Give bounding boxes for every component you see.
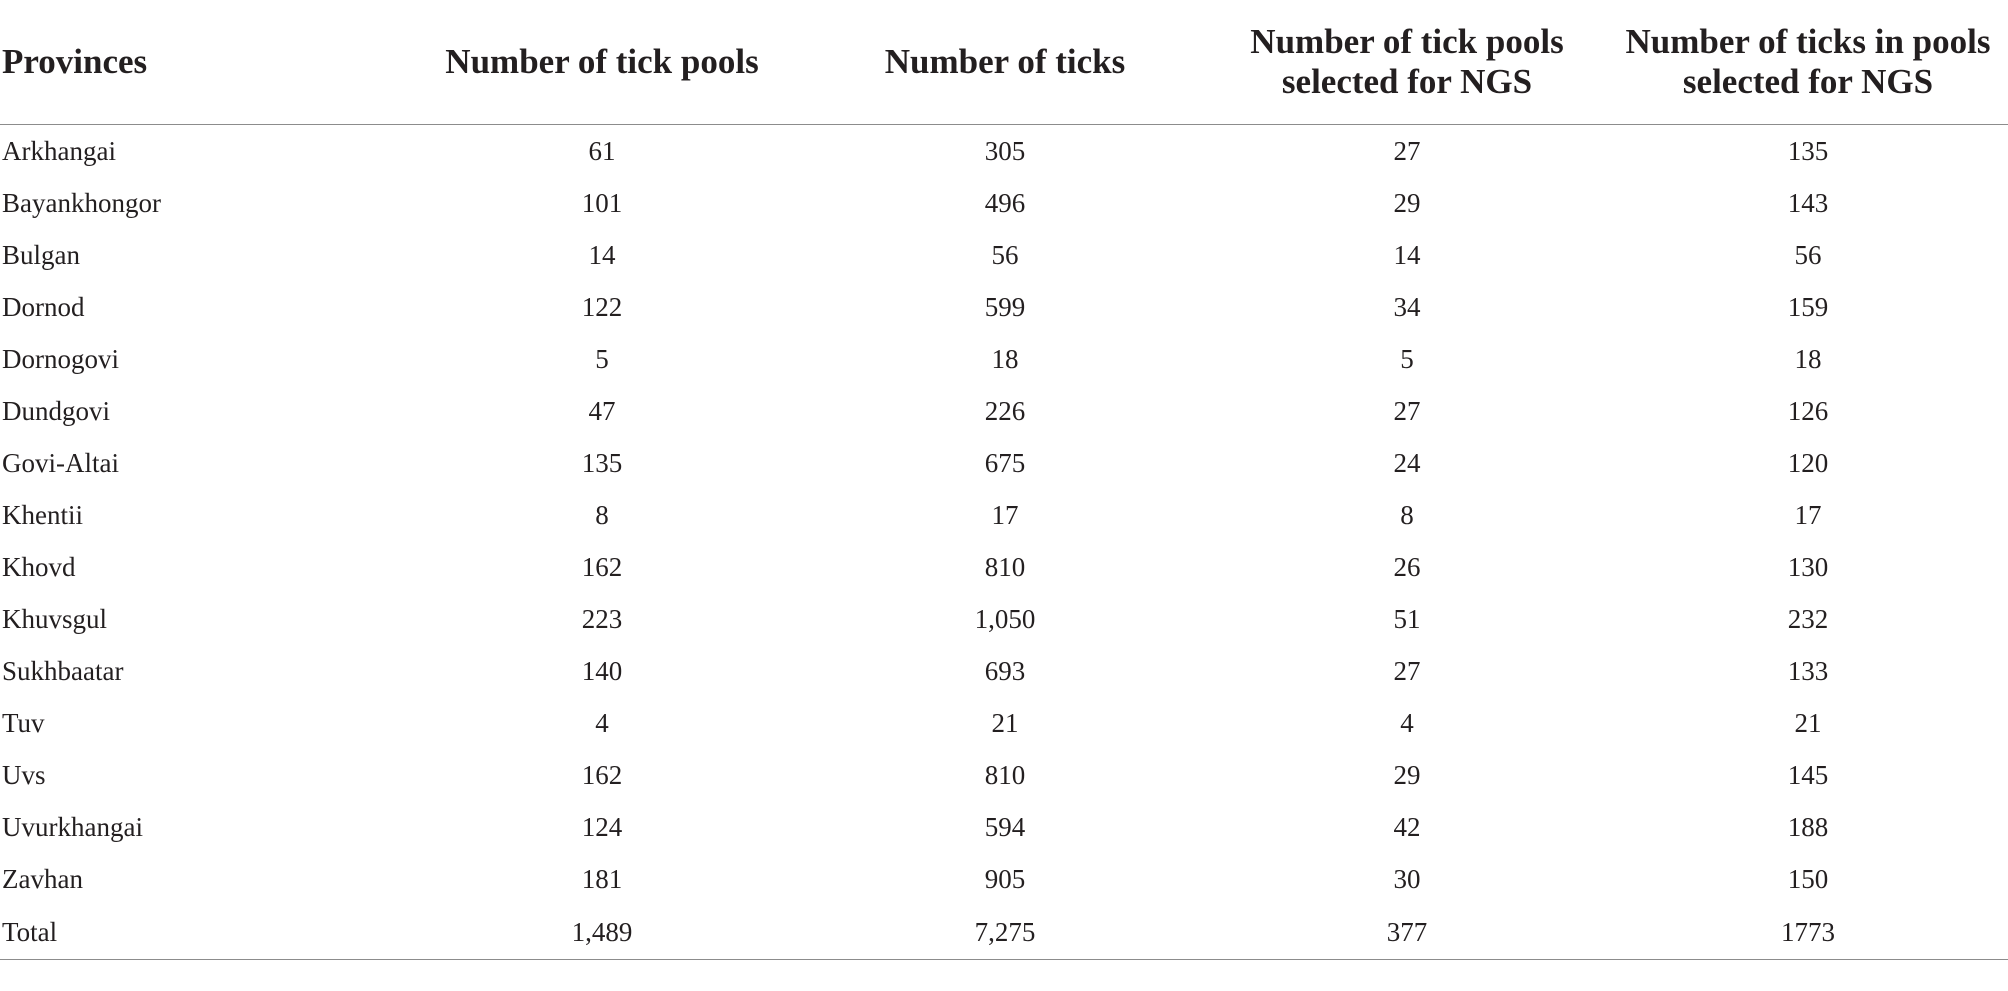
tick-pools-cell: 135 <box>581 447 623 478</box>
selected-ticks-cell: 135 <box>1787 135 1829 166</box>
province-cell: Khentii <box>2 499 83 530</box>
tick-pools-cell: 162 <box>581 551 623 582</box>
header-ticks-in-pools-selected-for-ngs <box>1608 0 2008 125</box>
ticks-cell: 226 <box>984 395 1026 426</box>
selected-pools-cell: 29 <box>1393 759 1421 790</box>
tick-pools-cell: 61 <box>588 135 616 166</box>
ticks-cell: 305 <box>984 135 1026 166</box>
tick-pools-cell: 4 <box>595 707 609 738</box>
selected-ticks-cell: 145 <box>1787 759 1829 790</box>
table-row <box>0 697 2008 749</box>
province-cell: Total <box>0 905 400 960</box>
selected-ticks-cell: 143 <box>1787 187 1829 218</box>
tick-pools-cell: 14 <box>588 239 616 270</box>
tick-pools-cell: 223 <box>581 603 623 634</box>
header-line: Provinces <box>2 42 148 81</box>
selected-ticks-cell: 232 <box>1787 603 1829 634</box>
province-cell: Khuvsgul <box>2 603 108 634</box>
selected-ticks-cell: 56 <box>1794 239 1822 270</box>
province-cell: Dornod <box>2 291 85 322</box>
selected-ticks-cell: 17 <box>1794 499 1822 530</box>
selected-pools-cell: 8 <box>1400 499 1414 530</box>
selected-pools-cell: 14 <box>1393 239 1421 270</box>
tick-pools-cell: 140 <box>581 655 623 686</box>
selected-pools-cell: 27 <box>1393 395 1421 426</box>
header-provinces <box>0 0 400 125</box>
selected-ticks-cell: 159 <box>1787 291 1829 322</box>
table-row <box>0 177 2008 229</box>
tick-pools-cell: 1,489 <box>400 905 804 960</box>
selected-ticks-cell: 150 <box>1787 863 1829 894</box>
header-number-of-tick-pools <box>400 0 804 125</box>
selected-ticks-cell: 126 <box>1787 395 1829 426</box>
selected-ticks-cell: 18 <box>1794 343 1822 374</box>
tick-pools-cell: 162 <box>581 759 623 790</box>
ticks-cell: 693 <box>984 655 1026 686</box>
total-row <box>0 905 2008 960</box>
province-cell: Khovd <box>2 551 76 582</box>
province-cell: Sukhbaatar <box>2 655 124 686</box>
selected-pools-cell: 34 <box>1393 291 1421 322</box>
header-tick-pools-selected-for-ngs <box>1206 0 1608 125</box>
province-cell: Bayankhongor <box>2 187 161 218</box>
ticks-cell: 810 <box>984 759 1026 790</box>
selected-pools-cell: 4 <box>1400 707 1414 738</box>
selected-pools-cell: 27 <box>1393 655 1421 686</box>
selected-pools-cell: 42 <box>1393 811 1421 842</box>
table-body <box>0 125 2008 960</box>
table-row <box>0 593 2008 645</box>
province-cell: Dornogovi <box>2 343 119 374</box>
tick-pools-cell: 181 <box>581 863 623 894</box>
ticks-cell: 1,050 <box>974 603 1036 634</box>
table-row <box>0 489 2008 541</box>
header-line: Number of ticks in pools <box>1625 22 1991 61</box>
table-row <box>0 749 2008 801</box>
province-cell: Govi-Altai <box>2 447 119 478</box>
header-line: Number of ticks <box>884 42 1126 81</box>
province-cell: Bulgan <box>2 239 80 270</box>
ticks-cell: 7,275 <box>804 905 1206 960</box>
table-row <box>0 281 2008 333</box>
selected-ticks-cell: 130 <box>1787 551 1829 582</box>
selected-pools-cell: 26 <box>1393 551 1421 582</box>
ticks-cell: 810 <box>984 551 1026 582</box>
province-cell: Uvurkhangai <box>2 811 143 842</box>
table-header <box>0 0 2008 125</box>
tick-pools-cell: 5 <box>595 343 609 374</box>
tick-pools-cell: 47 <box>588 395 616 426</box>
table-row <box>0 125 2008 178</box>
selected-pools-cell: 24 <box>1393 447 1421 478</box>
table-row <box>0 801 2008 853</box>
ticks-cell: 905 <box>984 863 1026 894</box>
tick-pools-cell: 101 <box>581 187 623 218</box>
selected-ticks-cell: 120 <box>1787 447 1829 478</box>
ticks-cell: 599 <box>984 291 1026 322</box>
table-row <box>0 385 2008 437</box>
selected-ticks-cell: 188 <box>1787 811 1829 842</box>
header-number-of-ticks <box>804 0 1206 125</box>
selected-pools-cell: 29 <box>1393 187 1421 218</box>
header-row <box>0 0 2008 125</box>
province-cell: Uvs <box>2 759 46 790</box>
selected-ticks-cell: 21 <box>1794 707 1822 738</box>
table-row <box>0 853 2008 905</box>
table-row <box>0 437 2008 489</box>
table-row <box>0 333 2008 385</box>
selected-pools-cell: 27 <box>1393 135 1421 166</box>
province-cell: Tuv <box>2 707 45 738</box>
header-line: selected for NGS <box>1682 62 1934 101</box>
tick-pools-cell: 122 <box>581 291 623 322</box>
selected-pools-cell: 30 <box>1393 863 1421 894</box>
selected-pools-cell: 5 <box>1400 343 1414 374</box>
tick-pools-cell: 124 <box>581 811 623 842</box>
province-cell: Dundgovi <box>2 395 110 426</box>
table-row <box>0 229 2008 281</box>
ticks-cell: 21 <box>991 707 1019 738</box>
header-line: Number of tick pools <box>1250 22 1564 61</box>
ticks-cell: 18 <box>991 343 1019 374</box>
header-line: selected for NGS <box>1281 62 1533 101</box>
ticks-cell: 496 <box>984 187 1026 218</box>
province-cell: Arkhangai <box>2 135 116 166</box>
province-cell: Zavhan <box>2 863 83 894</box>
table-row <box>0 645 2008 697</box>
table-row <box>0 541 2008 593</box>
selected-pools-cell: 51 <box>1393 603 1421 634</box>
ticks-cell: 56 <box>991 239 1019 270</box>
selected-ticks-cell: 1773 <box>1608 905 2008 960</box>
selected-ticks-cell: 133 <box>1787 655 1829 686</box>
header-line: Number of tick pools <box>445 42 759 81</box>
tick-pools-cell: 8 <box>595 499 609 530</box>
ticks-cell: 17 <box>991 499 1019 530</box>
selected-pools-cell: 377 <box>1206 905 1608 960</box>
ticks-cell: 594 <box>984 811 1026 842</box>
ticks-cell: 675 <box>984 447 1026 478</box>
